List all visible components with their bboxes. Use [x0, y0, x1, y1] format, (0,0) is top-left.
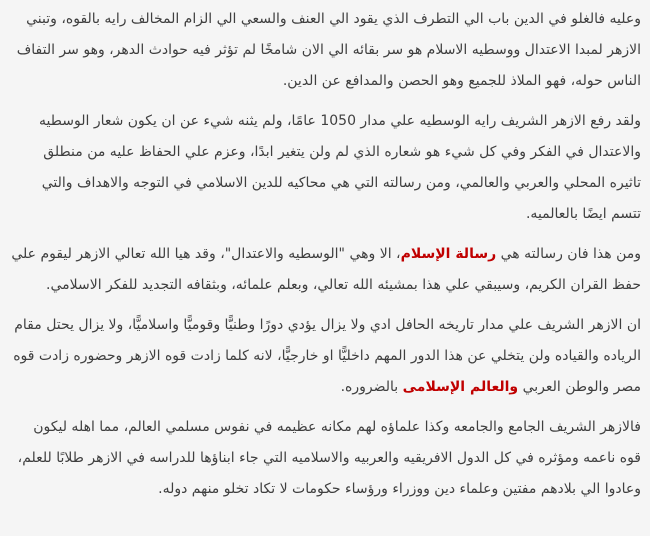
paragraph-azhar-banner-1050-years: ولقد رفع الازهر الشريف رايه الوسطيه علي مدار 1050 عامًا، ولم يثنه شيء عن ان يكون شعار الوسطيه والاعتدال في الفكر وفي كل شيء هو شعاره الذي لم ولن يتغير ابدًا، وعزم علي الحفاظ عليه من منطلق تاثيره المحلي والعربي والعالمي، ومن رسالته التي هي محاكيه للدين الاسلامي في التوجه والاهداف والتي تتسم ايضًا بالعالميه. — [39, 113, 641, 222]
paragraph-azhar-national-role — [9, 310, 641, 403]
paragraph-extremism-and-moderation: وعليه فالغلو في الدين باب الي التطرف الذي يقود الي العنف والسعي الي الزام المخالف رايه بالقوه، وتبني الازهر لمبدا الاعتدال ووسطيه الاسلام هو سر بقائه الي الان شامخًا لم تؤثر فيه حوادث الدهر، وهو سر التفاف الناس حوله، فهو الملاذ للجميع وهو الحصن والمدافع عن الدين. — [16, 11, 641, 89]
highlight-islamic-world: والعالم الإسلامى — [402, 379, 519, 395]
paragraph-message-of-islam-text-before: ومن هذا فان رسالته هي — [496, 246, 641, 262]
paragraph-message-of-islam — [9, 239, 641, 301]
paragraph-azhar-soft-power: فالازهر الشريف الجامع والجامعه وكذا علماؤه لهم مكانه عظيمه في نفوس مسلمي العالم، مما اهله ليكون قوه ناعمه ومؤثره في كل الدول الافريقيه والعربيه والاسلاميه التي جاء ابناؤها للدراسه في الازهر طلابًا للعلم، وعادوا الي بلادهم مفتين وعلماء دين ووزراء ورؤساء حكومات لا تكاد تخلو منهم دوله. — [17, 419, 641, 497]
paragraph-azhar-national-role-text-before: ان الازهر الشريف علي مدار تاريخه الحافل ادي ولا يزال يؤدي دورًا وطنيًّا وقوميًّا واسلاميًّا، ولا يزال يحتل مقام الرياده والقياده ولن يتخلي عن هذا الدور المهم داخليًّا او خارجيًّا، لانه كلما زادت قوه الازهر وحضوره زادت قوه مصر والوطن العربي — [13, 317, 641, 395]
highlight-message-of-islam: رسالة الإسلام — [400, 246, 497, 262]
paragraph-message-of-islam-text-after: ، الا وهي "الوسطيه والاعتدال"، وقد هيا الله تعالي الازهر ليقوم علي حفظ القران الكريم، وسيبقي علي هذا بمشيئه الله تعالي، وبعلم علمائه، وبثقافه التجديد للفكر الاسلامي. — [11, 246, 641, 293]
paragraph-azhar-national-role-text-after: بالضروره. — [340, 379, 403, 395]
